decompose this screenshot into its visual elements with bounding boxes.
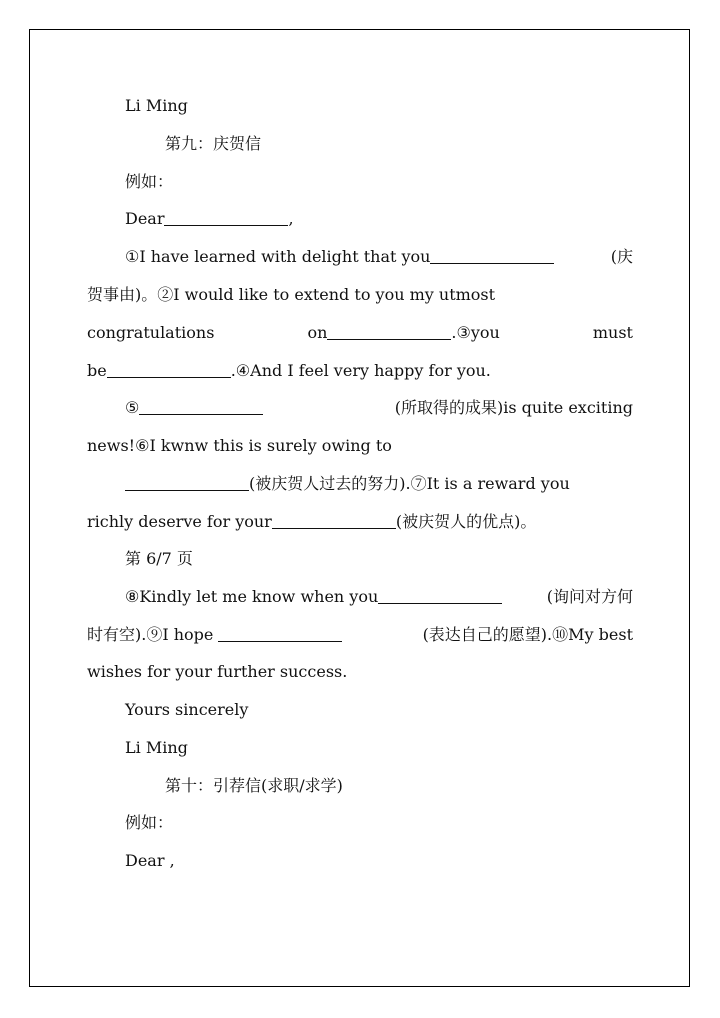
blank (107, 362, 231, 378)
paragraph-line: news!⑥I kwnw this is surely owing to (87, 436, 392, 455)
page-number: 第 6/7 页 (125, 549, 193, 568)
closing: Yours sincerely (125, 700, 249, 719)
blank (272, 513, 396, 529)
paragraph-line: 贺事由)。②I would like to extend to you my utmost (87, 285, 496, 304)
blank (125, 475, 249, 491)
paragraph-line: ⑧Kindly let me know when you (询问对方何 (125, 587, 633, 606)
blank (164, 210, 288, 226)
blank (139, 399, 263, 415)
paragraph-line: congratulations on .③you must (87, 323, 633, 342)
blank (430, 248, 554, 264)
blank (378, 588, 502, 604)
paragraph-line: ①I have learned with delight that you (庆 (125, 247, 633, 266)
paragraph-line: ⑤ (所取得的成果)is quite exciting (125, 398, 633, 417)
example-label: 例如： (125, 172, 174, 191)
paragraph-line: (被庆贺人过去的努力).⑦It is a reward you (125, 474, 633, 494)
paragraph-line: richly deserve for your (被庆贺人的优点)。 (87, 512, 537, 531)
paragraph-line: 时有空).⑨I hope (表达自己的愿望).⑩My best (87, 625, 633, 644)
section-heading-10: 第十：引荐信(求职/求学) (165, 776, 343, 795)
salutation-line: Dear , (125, 851, 175, 870)
blank (218, 626, 342, 642)
paragraph-line: be .④And I feel very happy for you. (87, 361, 491, 380)
paragraph-line: wishes for your further success. (87, 662, 348, 681)
section-heading-9: 第九：庆贺信 (165, 134, 262, 153)
blank (327, 324, 451, 340)
signature-name: Li Ming (125, 738, 188, 757)
signature-name: Li Ming (125, 96, 188, 115)
example-label: 例如： (125, 813, 174, 832)
salutation-line: Dear , (125, 209, 294, 228)
